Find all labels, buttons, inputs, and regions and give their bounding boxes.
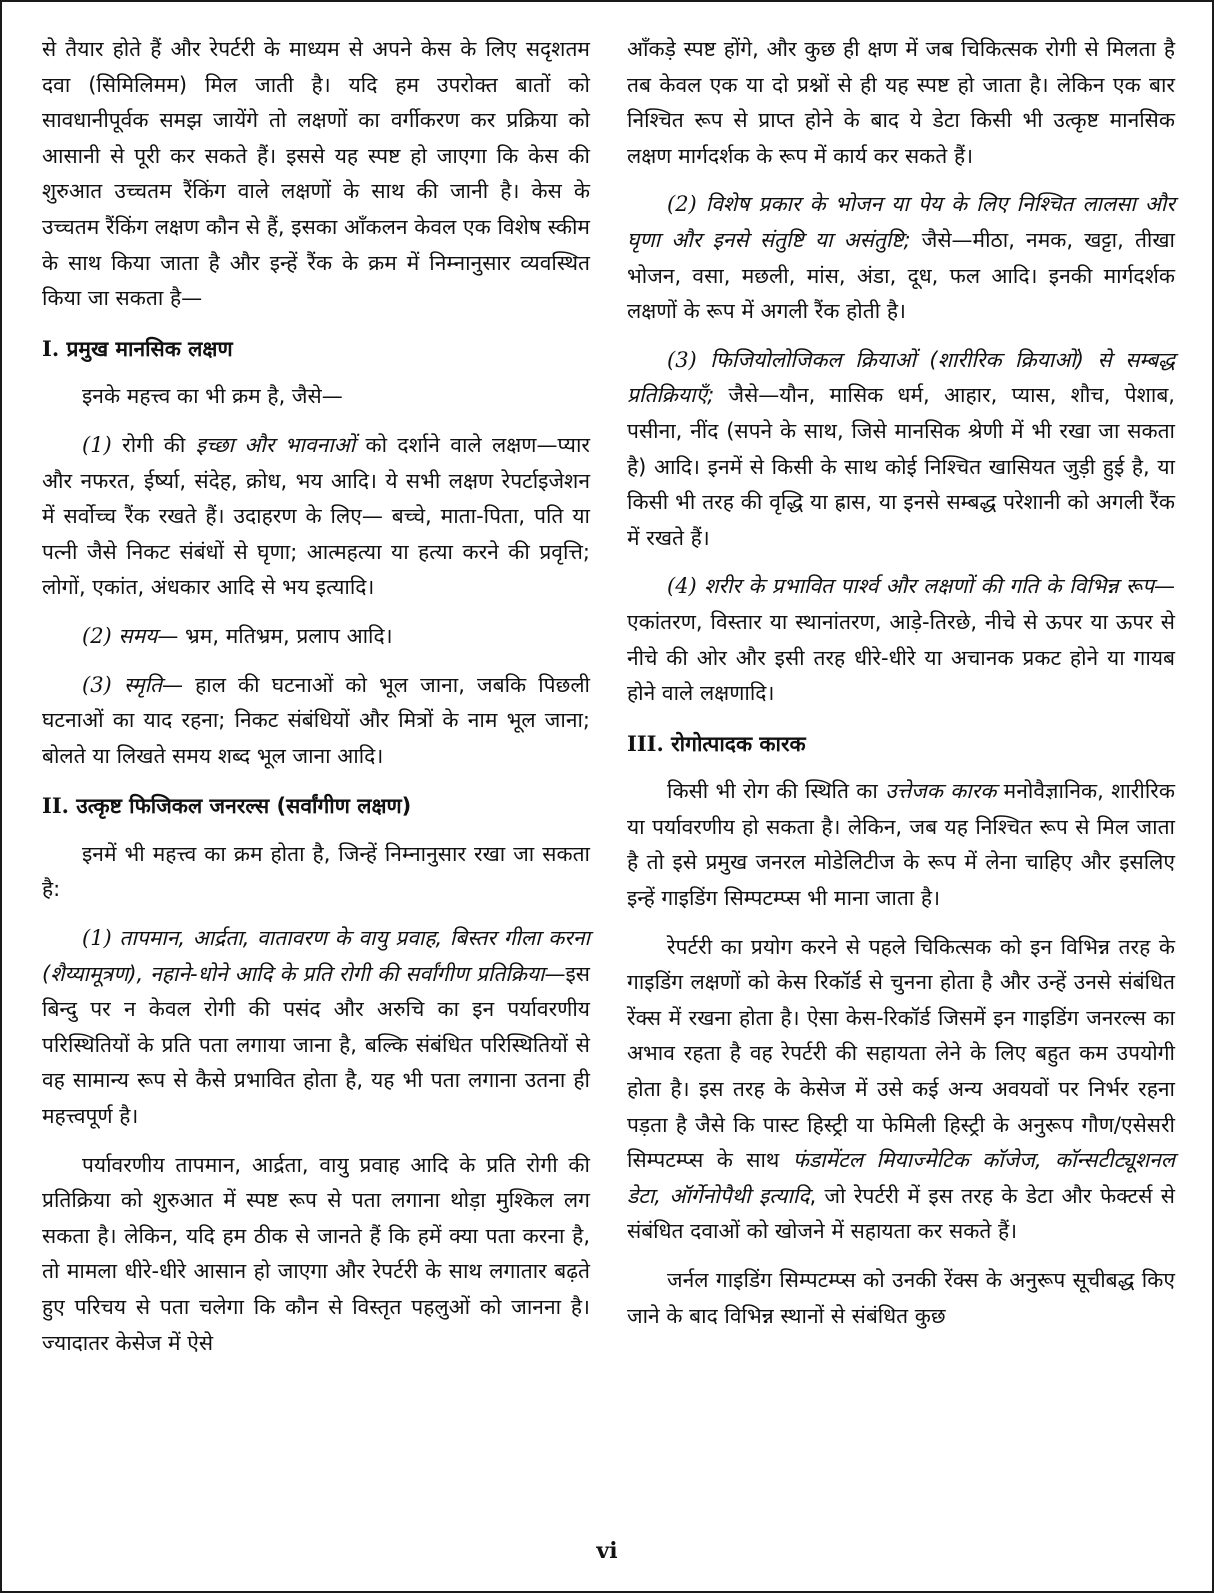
list-item-physiological-functions: (3) फिजियोलोजिकल क्रियाओं (शारीरिक क्रियाओं) से सम्बद्ध प्रतिक्रियाएँ; जैसे—यौन, मासिक धर्म, आहार, प्यास, शौच, पेशाब, पसीना, नींद (सपने के साथ, जिसे मानसिक श्रेणी में भी रखा जा सकता है) आदि। इनमें से किसी के साथ कोई निश्चित खासियत जुड़ी हुई है, या किसी भी तरह की वृद्धि या ह्रास, या इनसे सम्बद्ध परेशानी को अगली रैंक में रखते हैं। xyxy=(627,347,1175,550)
list-item-will-emotions: (1) रोगी की इच्छा और भावनाओं को दर्शाने वाले लक्षण—प्यार और नफरत, ईर्ष्या, संदेह, क्रोध, भय आदि। ये सभी लक्षण रेपर्टाइजेशन में सर्वोच्च रैंक रखते हैं। उदाहरण के लिए— बच्चे, माता-पिता, पति या पत्नी जैसे निकट संबंधों से घृणा; आत्महत्या या हत्या करने की प्रवृत्ति; लोगों, एकांत, अंधकार आदि से भय इत्यादि। xyxy=(42,432,590,600)
section-heading-physical-generals: II. उत्कृष्ट फिजिकल जनरल्स (सर्वांगीण लक्षण) xyxy=(42,793,412,819)
paragraph: पर्यावरणीय तापमान, आर्द्रता, वायु प्रवाह आदि के प्रति रोगी की प्रतिक्रिया को शुरुआत में स्पष्ट रूप से पता लगाना थोड़ा मुश्किल लग सकता है। लेकिन, यदि हम ठीक से जानते हैं कि हमें क्या पता करना है, तो मामला धीरे-धीरे आसान हो जाएगा और रेपर्टरी के साथ लगातार बढ़ते हुए परिचय से पता चलेगा कि कौन से विस्तृत पहलुओं को जानना है। ज्यादातर केसेज में ऐसे xyxy=(42,1152,590,1355)
list-item-food-cravings: (2) विशेष प्रकार के भोजन या पेय के लिए निश्चित लालसा और घृणा और इनसे संतुष्टि या असंतुष्टि; जैसे—मीठा, नमक, खट्टा, तीखा भोजन, वसा, मछली, मांस, अंडा, दूध, फल आदि। इनकी मार्गदर्शक लक्षणों के रूप में अगली रैंक होती है। xyxy=(627,192,1175,324)
paragraph: से तैयार होते हैं और रेपर्टरी के माध्यम से अपने केस के लिए सदृशतम दवा (सिमिलिमम) मिल जाती है। यदि हम उपरोक्त बातों को सावधानीपूर्वक समझ जायेंगे तो लक्षणों का वर्गीकरण कर प्रक्रिया को आसानी से पूरी कर सकते हैं। इससे यह स्पष्ट हो जाएगा कि केस की शुरुआत उच्चतम रैंकिंग वाले लक्षणों के साथ की जानी है। केस के उच्चतम रैंकिंग लक्षण कौन से हैं, इसका आँकलन केवल एक विशेष स्कीम के साथ किया जाता है और इन्हें रैंक के क्रम में निम्नानुसार व्यवस्थित किया जा सकता है— xyxy=(42,37,590,311)
list-item-sides-direction: (4) शरीर के प्रभावित पार्श्व और लक्षणों की गति के विभिन्न रूप—एकांतरण, विस्तार या स्थानांतरण, आड़े-तिरछे, नीचे से ऊपर या ऊपर से नीचे की ओर और इसी तरह धीरे-धीरे या अचानक प्रकट होने या गायब होने वाले लक्षणादि। xyxy=(627,574,1175,706)
paragraph: इनके महत्त्व का भी क्रम है, जैसे— xyxy=(82,384,343,409)
paragraph: जर्नल गाइडिंग सिम्पटम्प्स को उनकी रेंक्स के अनुरूप सूचीबद्ध किए जाने के बाद विभिन्न स्थानों से संबंधित कुछ xyxy=(627,1268,1175,1328)
left-column xyxy=(42,32,590,1374)
paragraph: इनमें भी महत्त्व का क्रम होता है, जिन्हें निम्नानुसार रखा जा सकता है: xyxy=(42,841,590,902)
right-column xyxy=(627,32,1175,1347)
paragraph: आँकड़े स्पष्ट होंगे, और कुछ ही क्षण में जब चिकित्सक रोगी से मिलता है तब केवल एक या दो प्रश्नों से ही यह स्पष्ट हो जाता है। लेकिन एक बार निश्चित रूप से प्राप्त होने के बाद ये डेटा किसी भी उत्कृष्ट मानसिक लक्षण मार्गदर्शक के रूप में कार्य कर सकते हैं। xyxy=(627,37,1175,168)
page-number: vi xyxy=(596,1538,618,1564)
paragraph: किसी भी रोग की स्थिति का उत्तेजक कारक मनोवैज्ञानिक, शारीरिक या पर्यावरणीय हो सकता है। लेकिन, जब यह निश्चित रूप से मिल जाता है तो इसे प्रमुख जनरल मोडेलिटीज के रूप में लेना चाहिए और इसलिए इन्हें गाइडिंग सिम्पटम्प्स भी माना जाता है। xyxy=(627,779,1175,911)
section-heading-mental-symptoms: I. प्रमुख मानसिक लक्षण xyxy=(42,335,233,361)
paragraph: रेपर्टरी का प्रयोग करने से पहले चिकित्सक को इन विभिन्न तरह के गाइडिंग लक्षणों को केस रिकॉर्ड से चुनना होता है और उन्हें उनसे संबंधित रेंक्स में रखना होता है। ऐसा केस-रिकॉर्ड जिसमें इन गाइडिंग जनरल्स का अभाव रहता है वह रेपर्टरी की सहायता लेने के लिए बहुत कम उपयोगी होता है। इस तरह के केसेज में उसे कई अन्य अवयवों पर निर्भर रहना पड़ता है जैसे कि पास्ट हिस्ट्री या फेमिली हिस्ट्री के अनुरूप गौण/एसेसरी सिम्पटम्प्स के साथ फंडामेंटल मियाज्मेटिक कॉजेज, कॉन्सटीट्यूशनल डेटा, ऑर्गेनोपैथी इत्यादि, जो रेपर्टरी में इस तरह के डेटा और फेक्टर्स से संबंधित दवाओं को खोजने में सहायता कर सकते हैं। xyxy=(627,934,1175,1244)
list-item-memory: (3) स्मृति— हाल की घटनाओं को भूल जाना, जबकि पिछली घटनाओं का याद रहना; निकट संबंधियों और मित्रों के नाम भूल जाना; बोलते या लिखते समय शब्द भूल जाना आदि। xyxy=(42,672,590,768)
section-heading-causative-factors: III. रोगोत्पादक कारक xyxy=(627,730,806,756)
list-item-time: (2) समय— भ्रम, मतिभ्रम, प्रलाप आदि। xyxy=(82,623,393,648)
list-item-environment: (1) तापमान, आर्द्रता, वातावरण के वायु प्रवाह, बिस्तर गीला करना (शैय्यामूत्रण), नहाने-धोने आदि के प्रति रोगी की सर्वांगीण प्रतिक्रिया—इस बिन्दु पर न केवल रोगी की पसंद और अरुचि का इन पर्यावरणीय परिस्थितियों के प्रति पता लगाया जाना है, बल्कि संबंधित परिस्थितियों से वह सामान्य रूप से कैसे प्रभावित होता है, यह भी पता लगाना उतना ही महत्त्वपूर्ण है। xyxy=(42,926,590,1129)
